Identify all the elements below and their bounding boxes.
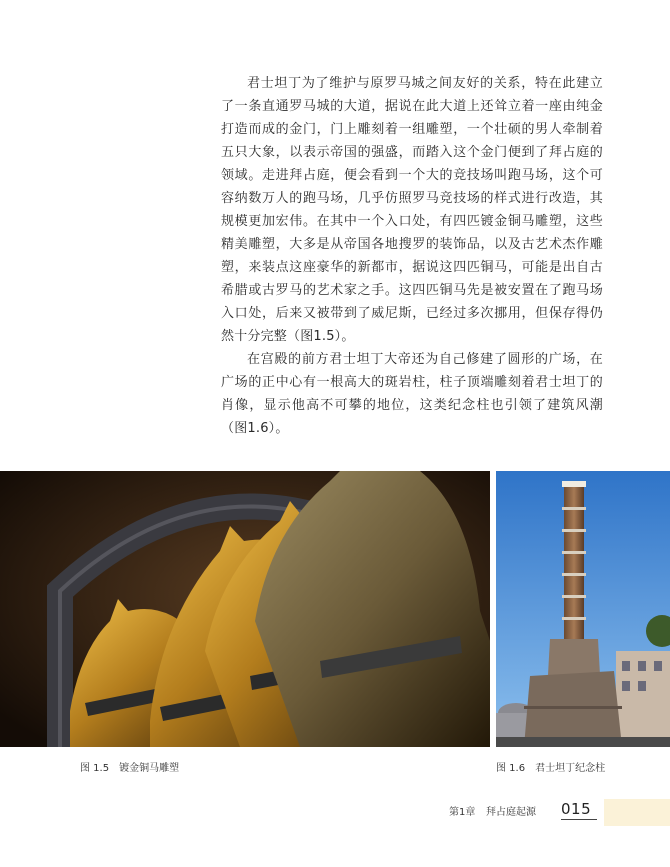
footer-chapter-title: 拜占庭起源 xyxy=(486,807,536,818)
footer-accent-bar xyxy=(604,799,670,826)
paragraph-2: 在宫殿的前方君士坦丁大帝还为自己修建了圆形的广场，在广场的正中心有一根高大的斑岩柱，柱子顶端雕刻着君士坦丁的肖像，显示他高不可攀的地位，这类纪念柱也引领了建筑风潮（图1.6）。 xyxy=(221,352,603,436)
figure-1-6-number: 图 1.6 xyxy=(496,763,526,774)
footer-chapter: 第1章 xyxy=(449,807,476,818)
figure-1-6-text: 君士坦丁纪念柱 xyxy=(535,763,606,774)
page-number: 015 xyxy=(561,800,597,820)
figure-1-5-caption xyxy=(80,759,179,774)
paragraph-1: 君士坦丁为了维护与原罗马城之间友好的关系，特在此建立了一条直通罗马城的大道，据说在此大道上还耸立着一座由纯金打造而成的金门，门上雕刻着一组雕塑，一个壮硕的男人牵制着五只大象，以表示帝国的强盛，而踏入这个金门便到了拜占庭的领域。走进拜占庭，便会看到一个大的竞技场叫跑马场，这个可容纳数万人的跑马场，几乎仿照罗马竞技场的样式进行改造，其规模更加宏伟。在其中一个入口处，有四匹镀金铜马雕塑，这些精美雕塑，大多是从帝国各地搜罗的装饰品，以及古艺术杰作雕塑，来装点这座豪华的新都市，据说这四匹铜马，可能是出自古希腊或古罗马的艺术家之手。这四匹铜马先是被安置在了跑马场入口处，后来又被带到了威尼斯，已经过多次挪用，但保存得仍然十分完整（图1.5）。 xyxy=(221,76,603,344)
figure-1-5-number: 图 1.5 xyxy=(80,763,110,774)
figure-horses-photo xyxy=(0,471,490,747)
figure-1-6-caption xyxy=(496,759,605,774)
figure-column-photo xyxy=(496,471,670,747)
body-text xyxy=(221,72,603,440)
figure-1-5-text: 镀金铜马雕塑 xyxy=(119,763,180,774)
